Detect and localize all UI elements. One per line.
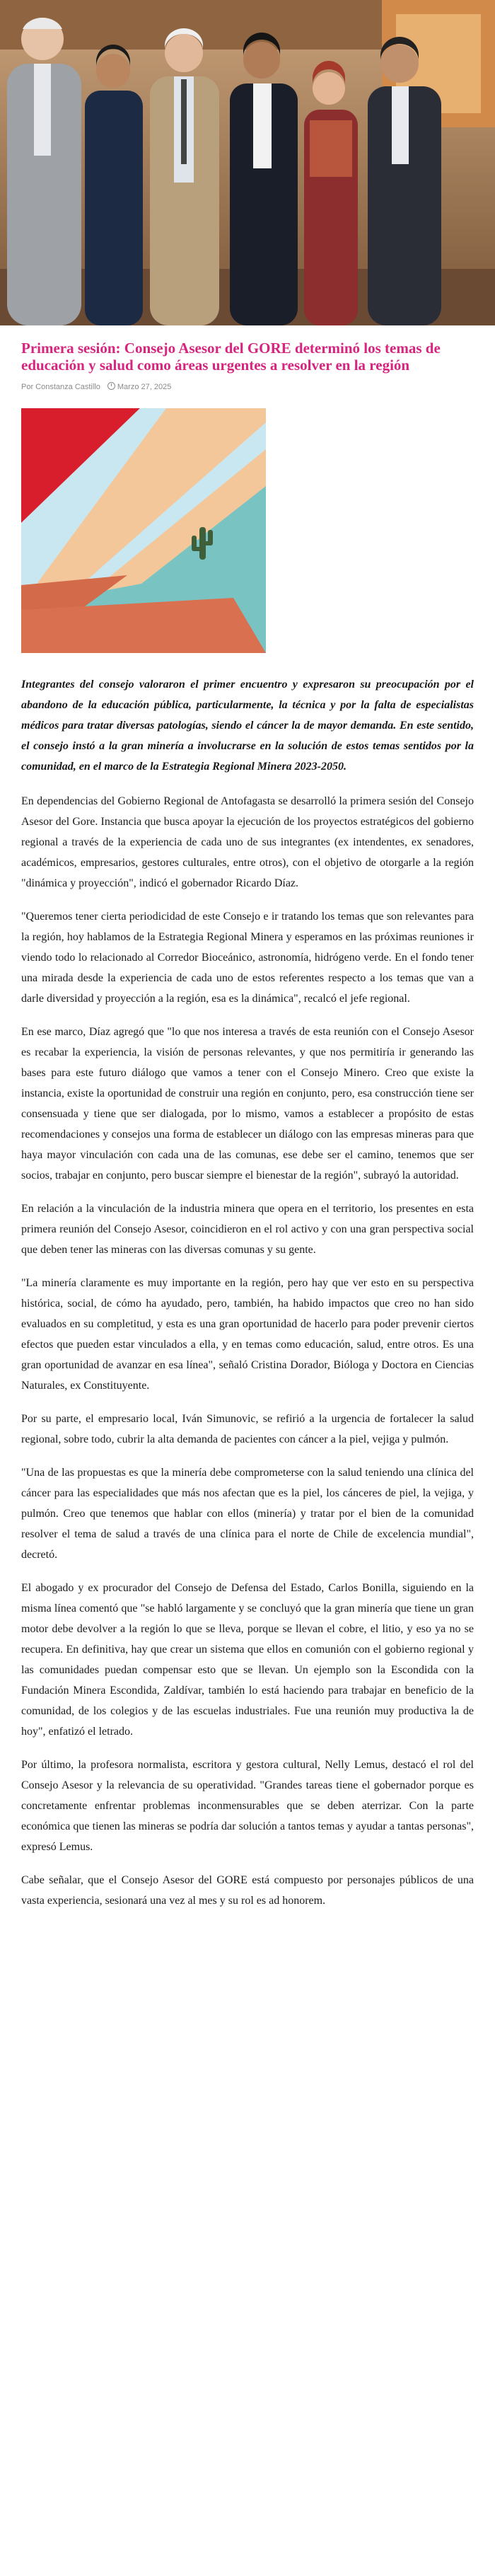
publish-date <box>107 382 171 391</box>
article-paragraph: "Queremos tener cierta periodicidad de este Consejo e ir tratando los temas que son relevantes para la región, hoy hablamos de la Estrategia Regional Minera y esperamos en las próximas reuniones ir viendo todo lo relacionado al Corredor Bioceánico, astronomía, hidrógeno verde. En el fondo tener una mirada desde la experiencia de cada uno de estos referentes respecto a los temas que van a darle diversidad y proyección a la región, esa es la dinámica", recalcó el jefe regional. <box>21 911 474 1005</box>
date-text: Marzo 27, 2025 <box>117 383 172 391</box>
hero-photo <box>0 0 495 325</box>
article-paragraph: "Una de las propuestas es que la minería debe comprometerse con la salud teniendo una clínica del cáncer para las especialidades que más nos afectan que es la piel, los cánceres de piel, la vejiga, y pulmón. Creo que tenemos que hablar con ellos (minería) y tratar por el bien de la comunidad resolver el tema de salud a través de una clínica para el norte de Chile de excelencia mundial", decretó. <box>21 1467 474 1561</box>
article-paragraph: En ese marco, Díaz agregó que "lo que nos interesa a través de esta reunión con el Consejo Asesor es recabar la experiencia, la visión de personas relevantes, y que nos permitiría ir generando las bases para este futuro diálogo que vamos a tener con el Consejo Minero. Creo que existe la instancia, existe la oportunidad de construir una región en conjunto, pero, esa construcción tiene ser consensuada y tiene que ser dialogada, por lo mismo, vamos a establecer a propósito de estas recomendaciones y consejos una forma de establecer un diálogo con las empresas mineras para que haya mayor vinculación con cada una de las comunas, ese debe ser el camino, tenemos que ser socios, trabajar en conjunto, pero buscar siempre el bienestar de la región", subrayó la autoridad. <box>21 1026 474 1182</box>
author-name[interactable]: Por Constanza Castillo <box>21 382 100 391</box>
article-paragraph: En dependencias del Gobierno Regional de Antofagasta se desarrolló la primera sesión del Consejo Asesor del Gore. Instancia que busca apoyar la ejecución de los proyectos estratégicos del gobierno regional a través de la experiencia de cada uno de sus integrantes (ex intendentes, ex senadores, académicos, empresarios, gestores culturales, entre otros), con el objetivo de otorgarle a la región "dinámica y proyección", indicó el gobernador Ricardo Díaz. <box>21 795 474 889</box>
article-meta <box>21 382 474 391</box>
article-body <box>0 340 495 1911</box>
clock-icon <box>107 382 115 390</box>
article-paragraph: El abogado y ex procurador del Consejo de Defensa del Estado, Carlos Bonilla, siguiendo en la misma línea comentó que "se habló largamente y se concluyó que la gran minería que tiene un gran motor debe devolver a la región lo que se lleva, porque se llevan el cobre, el litio, y eso ya no se recupera. En definitiva, hay que crear un sistema que ellos en comunión con el gobierno regional y las comunidades puedan compensar esto que se llevan. Un ejemplo son la Escondida con la Fundación Minera Escondida, Zaldívar, también lo está haciendo para trabajar en beneficio de la comunidad, de los colegios y de las escuelas industriales. Fue una reunión muy productiva la de hoy", enfatizó el letrado. <box>21 1582 474 1738</box>
article-paragraph: Por su parte, el empresario local, Iván Simunovic, se refirió a la urgencia de fortalecer la salud regional, sobre todo, cubrir la alta demanda de pacientes con cáncer a la piel, vejiga y pulmón. <box>21 1413 474 1445</box>
article-lead: Integrantes del consejo valoraron el primer encuentro y expresaron su preocupación por el abandono de la educación pública, particularmente, la técnica y por la falta de especialistas médicos para tratar diversas patologías, siendo el cáncer la de mayor demanda. En este sentido, el consejo instó a la gran minería a involucrarse en la solución de estos temas sentidos por la comunidad, en el marco de la Estrategia Regional Minera 2023-2050. <box>21 678 474 773</box>
article-paragraph: En relación a la vinculación de la industria minera que opera en el territorio, los presentes en esta primera reunión del Consejo Asesor, coincidieron en el rol activo y con una gran perspectiva social que deben tener las mineras con las diversas comunas y su gente. <box>21 1203 474 1256</box>
article-title[interactable]: Primera sesión: Consejo Asesor del GORE determinó los temas de educación y salud como áreas urgentes a resolver en la región <box>21 340 441 374</box>
article-paragraph: Cabe señalar, que el Consejo Asesor del GORE está compuesto por personajes públicos de una vasta experiencia, sesionará una vez al mes y su rol es ad honorem. <box>21 1874 474 1907</box>
article-paragraph: "La minería claramente es muy importante en la región, pero hay que ver esto en su perspectiva histórica, social, de cómo ha ayudado, pero, también, ha habido impactos que creo no han sido evaluados en su completitud, y esta es una gran oportunidad de hacerlo para poder prevenir ciertos efectos que pueden estar vinculados a ella, y en temas como educación, salud, entre otros. Es una gran oportunidad de avanzar en esa línea", señaló Cristina Dorador, Bióloga y Doctora en Ciencias Naturales, ex Constituyente. <box>21 1277 474 1392</box>
featured-illustration <box>21 408 266 653</box>
article-paragraph: Por último, la profesora normalista, escritora y gestora cultural, Nelly Lemus, destacó el rol del Consejo Asesor y la relevancia de su operatividad. "Grandes tareas tiene el gobernador porque es concretamente enfrentar problemas inconmensurables que se deben aterrizar. Con la parte económica que tienen las mineras se podría dar solución a tantos temas y ayudar a tantas personas", expresó Lemus. <box>21 1759 474 1853</box>
